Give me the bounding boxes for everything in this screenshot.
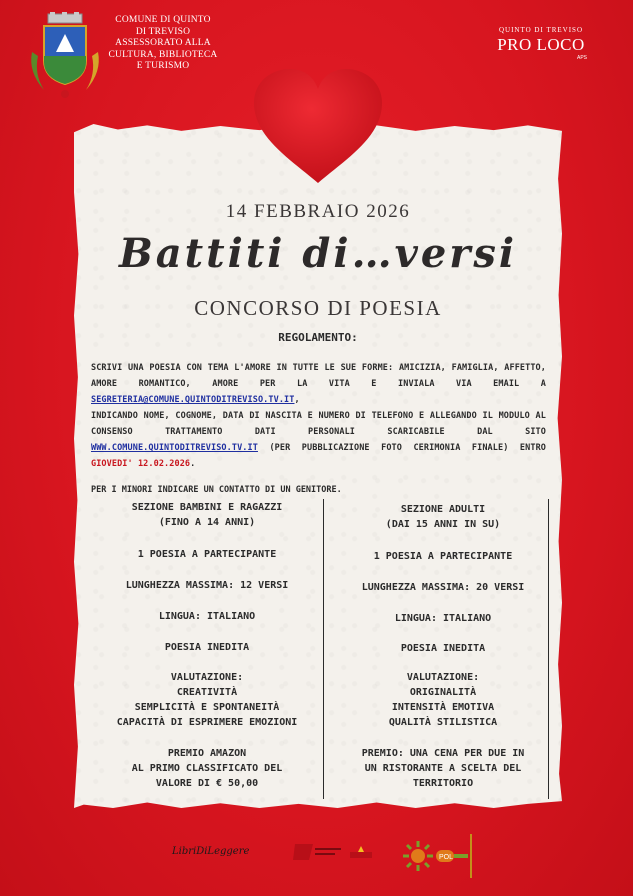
section-language: LINGUA: ITALIANO — [158, 611, 256, 622]
criteria-item: CREATIVITÀ — [176, 687, 238, 698]
section-age: (FINO A 14 ANNI) — [158, 517, 256, 528]
criteria-item: SEMPLICITÀ E SPONTANEITÀ — [134, 702, 280, 713]
felt-heart-icon — [250, 67, 386, 187]
minori-note: PER I MINORI INDICARE UN CONTATTO DI UN GENITORE. — [91, 485, 342, 495]
rules-part: . — [190, 459, 196, 469]
comune-line: DI TREVISO — [135, 26, 191, 37]
prize-line: PREMIO: UNA CENA PER DUE IN — [361, 748, 525, 759]
section-age: (DAI 15 ANNI IN SU) — [385, 519, 501, 530]
section-valutazione: VALUTAZIONE: — [170, 672, 244, 683]
page-subtitle: CONCORSO DI POESIA — [194, 296, 442, 320]
event-date: 14 FEBBRAIO 2026 — [225, 201, 411, 222]
sponsor-libri-text: LibriDiLeggere — [172, 846, 250, 857]
section-length: LUNGHEZZA MASSIMA: 12 VERSI — [125, 580, 289, 591]
email-link[interactable]: SEGRETERIA@COMUNE.QUINTODITREVISO.TV.IT — [91, 395, 295, 405]
criteria-item: INTENSITÀ EMOTIVA — [391, 702, 495, 713]
rules-part: (PER PUBBLICAZIONE FOTO CERIMONIA FINALE) ENTRO — [257, 443, 546, 453]
section-length: LUNGHEZZA MASSIMA: 20 VERSI — [361, 582, 525, 593]
section-valutazione: VALUTAZIONE: — [406, 672, 480, 683]
website-link[interactable]: WWW.COMUNE.QUINTODITREVISO.TV.IT — [91, 443, 258, 453]
section-adults — [332, 502, 554, 802]
prize-line: AL PRIMO CLASSIFICATO DEL — [131, 763, 283, 774]
sponsor-pol-text: POL — [439, 854, 454, 861]
regolamento-heading: REGOLAMENTO: — [278, 331, 358, 344]
criteria-item: ORIGINALITÀ — [409, 687, 477, 698]
prize-line: TERRITORIO — [412, 778, 474, 789]
page-title: Battiti di…versi — [118, 230, 518, 277]
proloco-name: PRO LOCO — [497, 35, 585, 54]
section-inedita: POESIA INEDITA — [164, 642, 250, 653]
proloco-town: QUINTO DI TREVISO — [498, 26, 584, 34]
proloco-logo — [481, 26, 601, 61]
comune-line: CULTURA, BIBLIOTECA — [108, 49, 218, 60]
rules-part: INDICANDO NOME, COGNOME, DATA DI NASCITA E NUMERO DI TELEFONO E ALLEGANDO IL MODULO AL CONSENSO TRATTAMENTO DATI PERSONALI SCARICABILE DAL SITO — [91, 411, 546, 437]
criteria-item: QUALITÀ STILISTICA — [388, 717, 498, 728]
rules-text — [91, 360, 546, 472]
comune-header-text — [108, 15, 218, 73]
comune-crest-logo — [24, 12, 106, 104]
comune-line: E TURISMO — [136, 61, 190, 71]
deadline-text: GIOVEDI' 12.02.2026 — [91, 459, 191, 469]
prize-line: UN RISTORANTE A SCELTA DEL — [364, 763, 522, 774]
sponsor-small-logo — [350, 846, 372, 865]
section-poems: 1 POESIA A PARTECIPANTE — [373, 551, 513, 562]
section-language: LINGUA: ITALIANO — [394, 613, 492, 624]
section-children — [96, 500, 318, 800]
sponsor-libri-logo — [172, 846, 249, 857]
rules-part: SCRIVI UNA POESIA CON TEMA L'AMORE IN TUTTE LE SUE FORME: AMICIZIA, FAMIGLIA, AFFETTO, AMORE ROMANTICO, AMORE PER LA VITA E INVIALA VIA EMAIL A — [91, 363, 546, 389]
comune-line: ASSESSORATO ALLA — [115, 38, 211, 48]
criteria-item: CAPACITÀ DI ESPRIMERE EMOZIONI — [116, 717, 298, 728]
sponsor-sun-logo — [402, 830, 474, 887]
prize-line: VALORE DI € 50,00 — [155, 778, 259, 789]
section-title: SEZIONE ADULTI — [400, 504, 486, 515]
section-poems: 1 POESIA A PARTECIPANTE — [137, 549, 277, 560]
section-inedita: POESIA INEDITA — [400, 643, 486, 654]
section-title: SEZIONE BAMBINI E RAGAZZI — [131, 502, 283, 513]
rules-part: , — [294, 395, 300, 405]
prize-line: PREMIO AMAZON — [167, 748, 247, 759]
proloco-aps: APS — [576, 55, 587, 61]
column-divider — [323, 499, 324, 799]
sponsor-red-logo — [293, 842, 343, 867]
comune-line: COMUNE DI QUINTO — [115, 15, 211, 25]
